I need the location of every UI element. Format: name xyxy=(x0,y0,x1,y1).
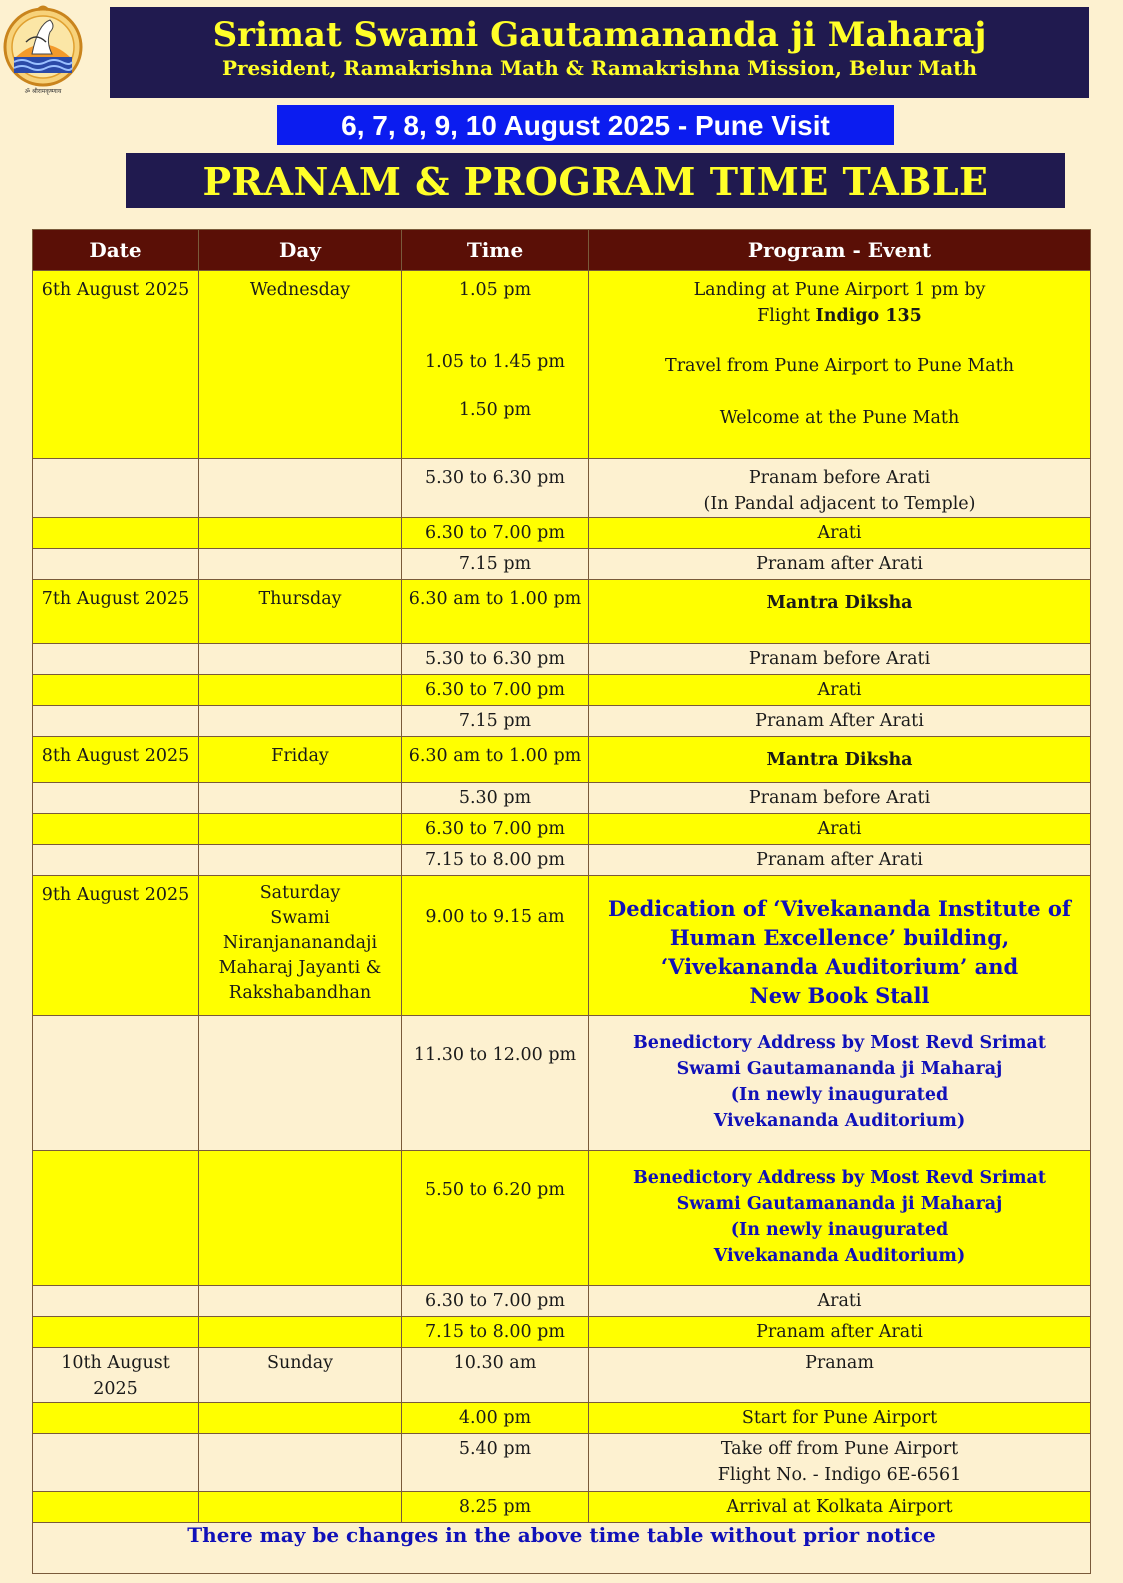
day-cell: Thursday xyxy=(199,580,402,644)
table-row xyxy=(33,706,1091,737)
date-cell: 10th August 2025 xyxy=(33,1348,199,1403)
time-cell: 9.00 to 9.15 am xyxy=(402,876,589,1016)
column-header: Day xyxy=(199,230,402,271)
time-cell: 7.15 pm xyxy=(402,706,589,737)
table-row xyxy=(33,1348,1091,1403)
event-cell: Pranam after Arati xyxy=(589,1317,1091,1348)
table-row xyxy=(33,644,1091,675)
event-cell: Pranam before Arati xyxy=(589,783,1091,814)
date-cell: 7th August 2025 xyxy=(33,580,199,644)
table-row xyxy=(33,675,1091,706)
event-cell: Arati xyxy=(589,675,1091,706)
table-row xyxy=(33,549,1091,580)
event-cell: Pranam before Arati (In Pandal adjacent to Temple) xyxy=(589,459,1091,518)
time-cell: 6.30 to 7.00 pm xyxy=(402,814,589,845)
event-cell: Arati xyxy=(589,814,1091,845)
event-cell: Pranam After Arati xyxy=(589,706,1091,737)
ramakrishna-mission-logo xyxy=(2,2,84,98)
time-cell: 6.30 to 7.00 pm xyxy=(402,675,589,706)
table-row xyxy=(33,1286,1091,1317)
event-cell: Mantra Diksha xyxy=(589,737,1091,783)
time-cell: 4.00 pm xyxy=(402,1403,589,1434)
header-banner xyxy=(110,7,1089,98)
table-row xyxy=(33,876,1091,1016)
table-row xyxy=(33,737,1091,783)
event-cell: Start for Pune Airport xyxy=(589,1403,1091,1434)
event-cell: Benedictory Address by Most Revd Srimat Swami Gautamananda ji Maharaj (In newly inaugurated Vivekananda Auditorium) xyxy=(589,1151,1091,1286)
page-subtitle: President, Ramakrishna Math & Ramakrishna Mission, Belur Math xyxy=(221,56,978,80)
time-cell: 5.50 to 6.20 pm xyxy=(402,1151,589,1286)
column-header: Date xyxy=(33,230,199,271)
visit-dates-banner: 6, 7, 8, 9, 10 August 2025 - Pune Visit xyxy=(277,105,894,145)
time-cell: 7.15 to 8.00 pm xyxy=(402,1317,589,1348)
event-cell: Dedication of ‘Vivekananda Institute of Human Excellence’ building, ‘Vivekananda Auditorium’ and New Book Stall xyxy=(589,876,1091,1016)
time-cell: 5.30 to 6.30 pm xyxy=(402,459,589,518)
column-header: Time xyxy=(402,230,589,271)
date-cell: 6th August 2025 xyxy=(33,271,199,459)
time-cell: 7.15 pm xyxy=(402,549,589,580)
day-cell: Friday xyxy=(199,737,402,783)
time-cell: 6.30 to 7.00 pm xyxy=(402,1286,589,1317)
timetable xyxy=(32,229,1091,1574)
time-cell: 6.30 am to 1.00 pm xyxy=(402,737,589,783)
time-cell: 5.30 pm xyxy=(402,783,589,814)
event-cell: Benedictory Address by Most Revd Srimat Swami Gautamananda ji Maharaj (In newly inaugurated Vivekananda Auditorium) xyxy=(589,1016,1091,1151)
time-cell: 5.30 to 6.30 pm xyxy=(402,644,589,675)
svg-text:ॐ श्रीरामकृष्णाय: ॐ श्रीरामकृष्णाय xyxy=(24,88,62,95)
table-row xyxy=(33,783,1091,814)
event-cell: Take off from Pune Airport Flight No. - Indigo 6E-6561 xyxy=(589,1434,1091,1492)
page-title: Srimat Swami Gautamananda ji Maharaj xyxy=(212,15,987,55)
event-cell: Landing at Pune Airport 1 pm by Flight Indigo 135 Travel from Pune Airport to Pune Math Welcome at the Pune Math xyxy=(589,271,1091,459)
table-row xyxy=(33,1016,1091,1151)
table-row xyxy=(33,814,1091,845)
disclaimer-note: There may be changes in the above time table without prior notice xyxy=(33,1523,1091,1574)
time-cell: 6.30 to 7.00 pm xyxy=(402,518,589,549)
table-row xyxy=(33,1403,1091,1434)
column-header: Program - Event xyxy=(589,230,1091,271)
date-cell: 9th August 2025 xyxy=(33,876,199,1016)
day-cell: Wednesday xyxy=(199,271,402,459)
event-cell: Arrival at Kolkata Airport xyxy=(589,1492,1091,1523)
time-cell: 1.05 pm 1.05 to 1.45 pm 1.50 pm xyxy=(402,271,589,459)
day-cell: Sunday xyxy=(199,1348,402,1403)
date-cell: 8th August 2025 xyxy=(33,737,199,783)
table-row xyxy=(33,459,1091,518)
table-row xyxy=(33,1523,1091,1574)
event-cell: Pranam after Arati xyxy=(589,845,1091,876)
table-row xyxy=(33,1492,1091,1523)
day-cell: Saturday Swami Niranjananandaji Maharaj Jayanti & Rakshabandhan xyxy=(199,876,402,1016)
table-header-row xyxy=(33,230,1091,271)
table-row xyxy=(33,1151,1091,1286)
time-cell: 6.30 am to 1.00 pm xyxy=(402,580,589,644)
event-cell: Pranam after Arati xyxy=(589,549,1091,580)
event-cell: Mantra Diksha xyxy=(589,580,1091,644)
event-cell: Arati xyxy=(589,518,1091,549)
time-cell: 10.30 am xyxy=(402,1348,589,1403)
event-cell: Arati xyxy=(589,1286,1091,1317)
time-cell: 11.30 to 12.00 pm xyxy=(402,1016,589,1151)
table-row xyxy=(33,271,1091,459)
time-cell: 8.25 pm xyxy=(402,1492,589,1523)
time-cell: 5.40 pm xyxy=(402,1434,589,1492)
table-row xyxy=(33,1434,1091,1492)
event-cell: Pranam before Arati xyxy=(589,644,1091,675)
table-row xyxy=(33,1317,1091,1348)
table-row xyxy=(33,580,1091,644)
table-row xyxy=(33,518,1091,549)
time-cell: 7.15 to 8.00 pm xyxy=(402,845,589,876)
table-row xyxy=(33,845,1091,876)
timetable-title: PRANAM & PROGRAM TIME TABLE xyxy=(126,153,1065,208)
event-cell: Pranam xyxy=(589,1348,1091,1403)
